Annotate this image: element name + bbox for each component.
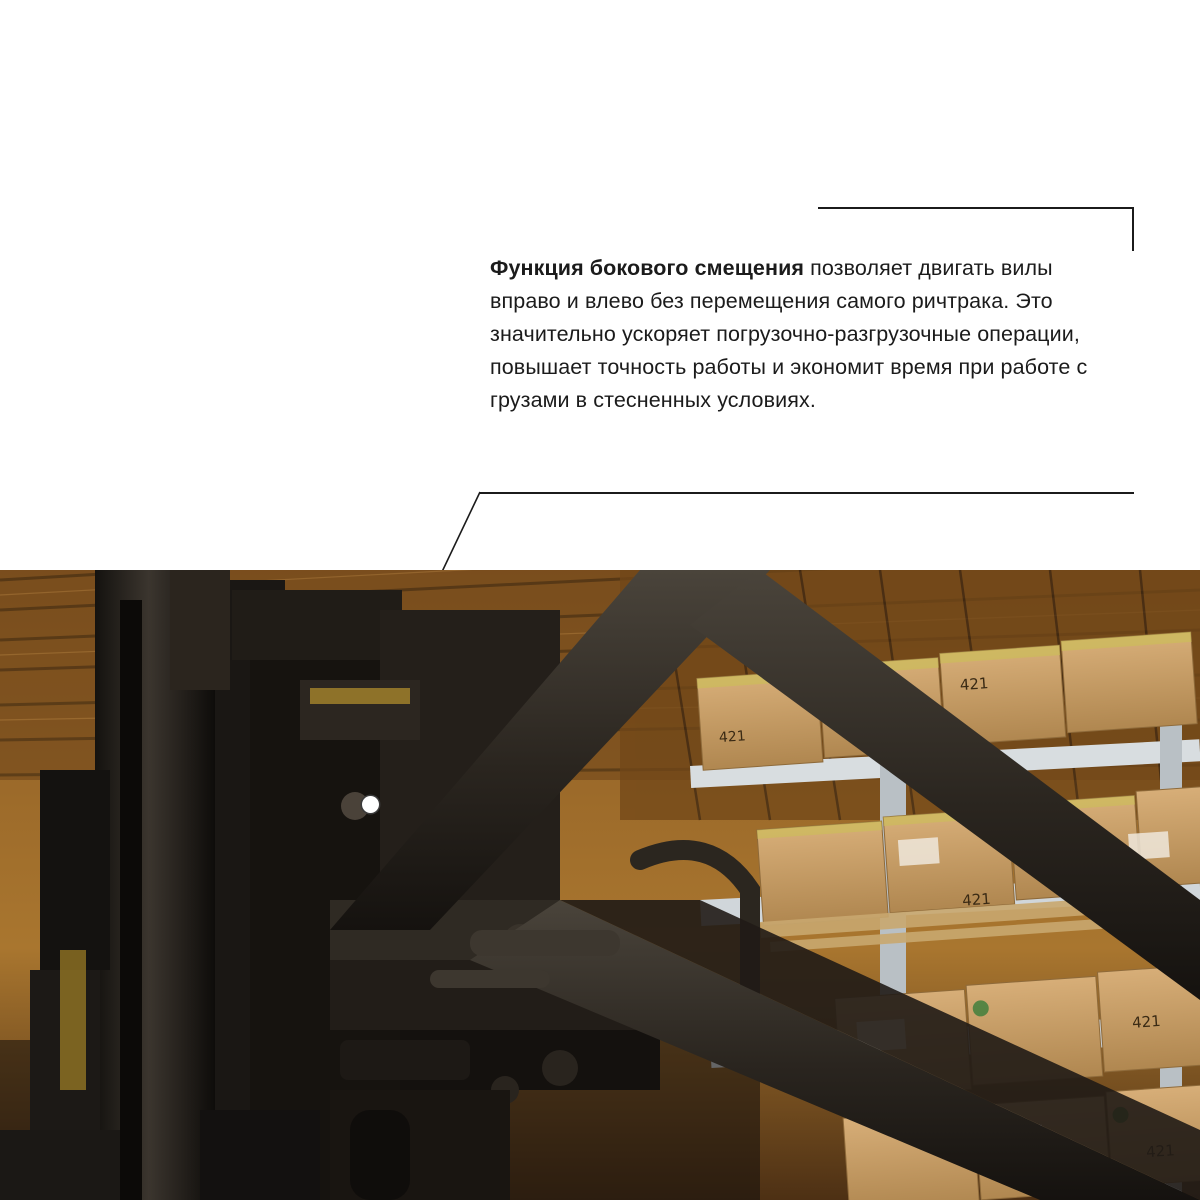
svg-text:421: 421 (959, 674, 990, 695)
callout-text (490, 252, 1115, 417)
callout-top-rule (818, 207, 1134, 209)
callout-lead: Функция бокового смещения (490, 256, 805, 280)
callout-top-rule-cap (1132, 207, 1134, 251)
callout-body: позволяет двигать вилы вправо и влево без перемещения самого ричтрака. Это значительно ускоряет погрузочно-разгрузочные операции, повышает точность работы и экономит время при работе с грузами в стесненных условиях. (490, 256, 1088, 412)
callout-bottom-rule (480, 492, 1134, 494)
warehouse-photo (0, 570, 1200, 1200)
photo-illustration (0, 570, 1200, 1200)
svg-text:421: 421 (718, 728, 747, 747)
svg-text:421: 421 (1131, 1011, 1162, 1032)
svg-text:421: 421 (961, 889, 992, 910)
callout-marker-dot (362, 796, 379, 813)
